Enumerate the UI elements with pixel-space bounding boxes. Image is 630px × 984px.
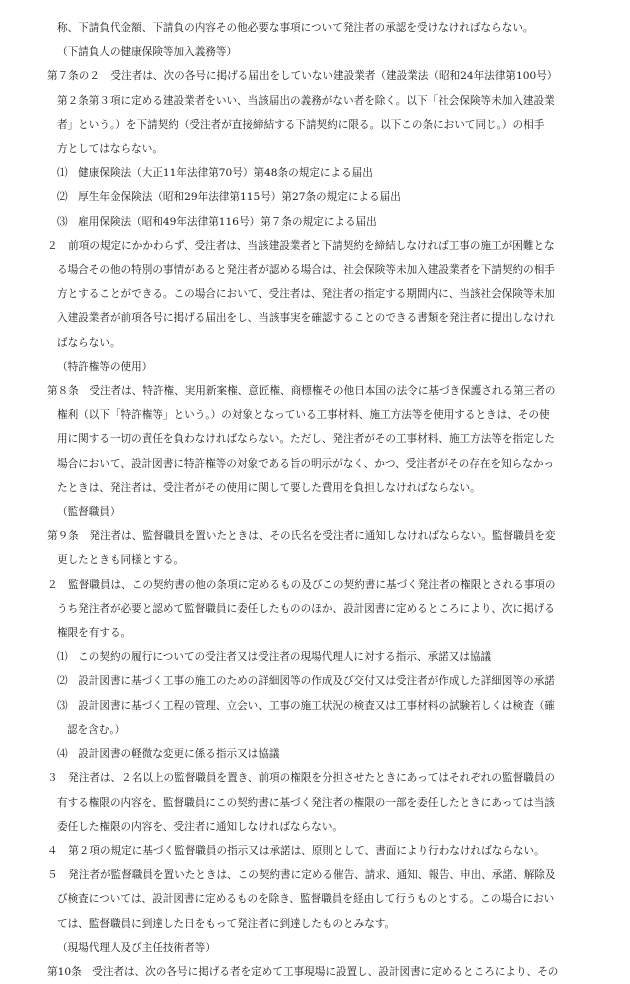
text-line: うち発注者が必要と認めて監督職員に委任したもののほか、設計図書に定めるところにより、次に掲げる xyxy=(57,602,555,615)
text-line: 入建設業者が前項各号に掲げる届出をし、当該事実を確認することのできる書類を発注者に提出しなけれ xyxy=(57,312,555,325)
section-heading: （特許権等の使用） xyxy=(57,360,153,373)
text-line: 方とすることができる。この場合において、受注者は、発注者の指定する期間内に、当該社会保険等未加 xyxy=(57,288,555,301)
text-line: ばならない。 xyxy=(57,336,121,349)
text-line: る場合その他の特別の事情があると発注者が認める場合は、社会保険等未加入建設業者を下請契約の相手 xyxy=(57,264,555,277)
text-line: ２ 監督職員は、この契約書の他の条項に定めるもの及びこの契約書に基づく発注者の権限とされる事項の xyxy=(47,578,556,591)
text-line: 有する権限の内容を、監督職員にこの契約書に基づく発注者の権限の一部を委任したときにあっては当該 xyxy=(57,796,555,809)
text-line: 権限を有する。 xyxy=(57,627,132,640)
text-line: ５ 発注者が監督職員を置いたときは、この契約書に定める催告、請求、通知、報告、申出、承諾、解除及 xyxy=(47,869,556,882)
text-line: 第10条 受注者は、次の各号に掲げる者を定めて工事現場に設置し、設計図書に定めるところにより、その xyxy=(47,965,559,978)
text-line: 第８条 受注者は、特許権、実用新案権、意匠権、商標権その他日本国の法令に基づき保護される第三者の xyxy=(47,385,556,398)
list-item-line: ⑷ 設計図書の軽微な変更に係る指示又は協議 xyxy=(57,748,280,761)
list-item-line: ⑵ 厚生年金保険法（昭和29年法律第115号）第27条の規定による届出 xyxy=(57,191,401,204)
text-line: 用に関する一切の責任を負わなければならない。ただし、発注者がその工事材料、施工方法等を指定した xyxy=(57,433,555,446)
text-line: ては、監督職員に到達した日をもって発注者に到達したものとみなす。 xyxy=(57,917,396,930)
text-line: 委任した権限の内容を、受注者に通知しなければならない。 xyxy=(57,820,344,833)
text-line: 更したときも同様とする。 xyxy=(57,554,185,567)
text-line: 第９条 発注者は、監督職員を置いたときは、その氏名を受注者に通知しなければならない。監督職員を変 xyxy=(47,530,556,543)
text-line: 方としてはならない。 xyxy=(57,143,163,156)
section-heading: （監督職員） xyxy=(57,506,121,519)
text-line: 称、下請負代金額、下請負の内容その他必要な事項について発注者の承認を受けなければならない。 xyxy=(57,22,534,34)
text-line: ３ 発注者は、２名以上の監督職員を置き、前項の権限を分担させたときにあってはそれぞれの監督職員の xyxy=(47,772,555,785)
list-item-line: ⑵ 設計図書に基づく工事の施工のための詳細図等の作成及び交付又は受注者が作成した詳細図等の承諾 xyxy=(57,675,555,688)
section-heading: （下請負人の健康保険等加入義務等） xyxy=(57,46,238,59)
text-line: ２ 前項の規定にかかわらず、受注者は、当該建設業者と下請契約を締結しなければ工事の施工が困難とな xyxy=(47,239,555,252)
list-item-line: ⑶ 設計図書に基づく工程の管理、立会い、工事の施工状況の検査又は工事材料の試験若しくは検査（確 xyxy=(57,699,555,712)
list-item-line: 認を含む。） xyxy=(67,723,126,736)
text-line: たときは、発注者は、受注者がその使用に関して要した費用を負担しなければならない。 xyxy=(57,481,481,494)
list-item-line: ⑶ 雇用保険法（昭和49年法律第116号）第７条の規定による届出 xyxy=(57,215,377,228)
text-line: 権利（以下「特許権等」という。）の対象となっている工事材料、施工方法等を使用するときは、その使 xyxy=(57,409,550,422)
list-item-line: ⑴ 健康保険法（大正11年法律第70号）第48条の規定による届出 xyxy=(57,167,373,180)
text-line: 第２条第３項に定める建設業者をいい、当該届出の義務がない者を除く。以下「社会保険等未加入建設業 xyxy=(57,94,555,107)
text-line: ４ 第２項の規定に基づく監督職員の指示又は承諾は、原則として、書面により行わなければならない。 xyxy=(47,844,545,857)
text-line: び検査については、設計図書に定めるものを除き、監督職員を経由して行うものとする。この場合におい xyxy=(57,893,555,906)
text-line: 者」という。）を下請契約（受注者が直接締結する下請契約に限る。以下この条において同じ。）の相手 xyxy=(57,118,545,131)
text-line: 第７条の２ 受注者は、次の各号に掲げる届出をしていない建設業者（建設業法（昭和24年法律第100号） xyxy=(47,70,558,83)
section-heading: （現場代理人及び主任技術者等） xyxy=(57,941,216,954)
text-line: 場合において、設計図書に特許権等の対象である旨の明示がなく、かつ、受注者がその存在を知らなかっ xyxy=(57,457,555,470)
list-item-line: ⑴ この契約の履行についての受注者又は受注者の現場代理人に対する指示、承諾又は協議 xyxy=(57,651,492,664)
